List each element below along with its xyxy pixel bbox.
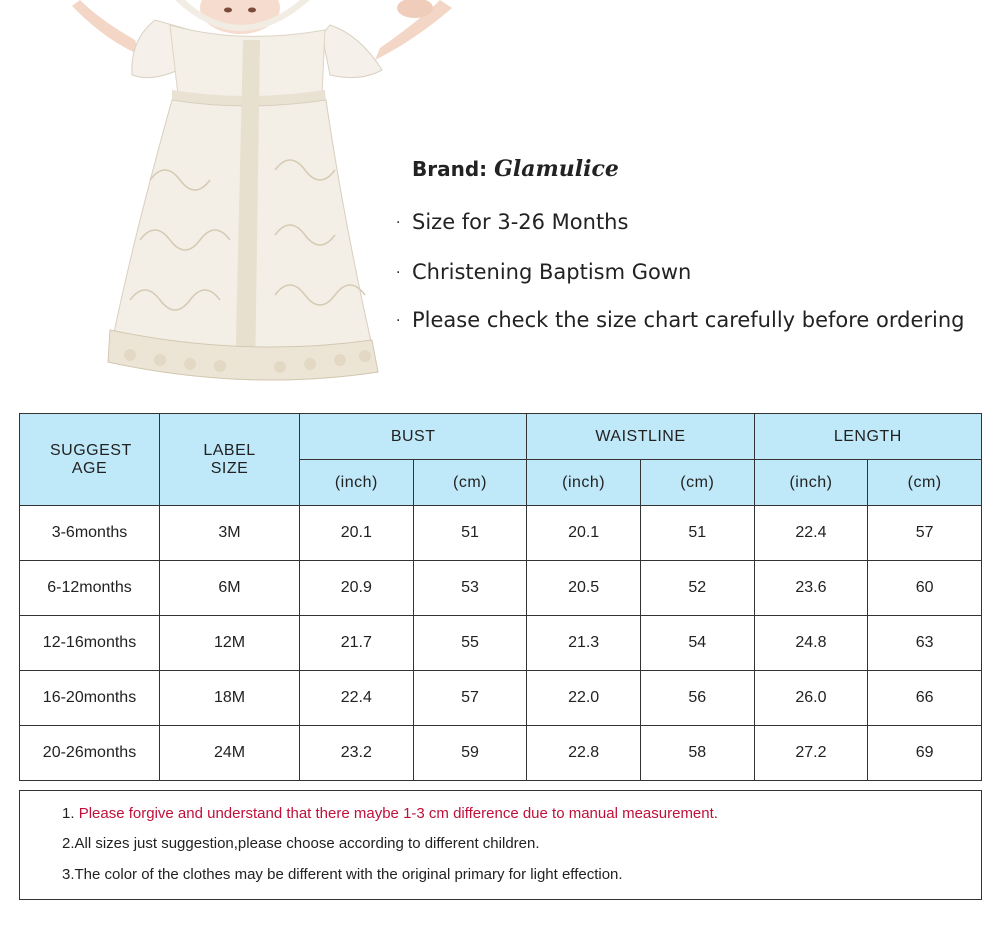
cell-length-inch: 23.6 xyxy=(754,561,868,616)
header-waistline: WAISTLINE xyxy=(527,414,754,460)
note-measurement-difference xyxy=(62,805,718,822)
cell-label-size: 18M xyxy=(160,671,300,726)
cell-label-size: 24M xyxy=(160,726,300,781)
cell-bust-inch: 20.9 xyxy=(300,561,414,616)
bullet-text: Size for 3-26 Months xyxy=(412,210,629,234)
bullet-dot: · xyxy=(396,215,401,231)
cell-length-inch: 26.0 xyxy=(754,671,868,726)
bullet-dot: · xyxy=(396,313,401,329)
cell-waist-inch: 20.5 xyxy=(527,561,641,616)
note-color-difference: 3.The color of the clothes may be different with the original primary for light effection. xyxy=(62,866,623,883)
size-chart-table xyxy=(19,413,982,781)
bullet-gown-type xyxy=(396,260,691,284)
cell-age: 3-6months xyxy=(20,506,160,561)
cell-waist-cm: 54 xyxy=(640,616,754,671)
unit-length-inch: (inch) xyxy=(754,460,868,506)
bullet-text: Christening Baptism Gown xyxy=(412,260,692,284)
table-header-row xyxy=(20,414,982,460)
header-label-size: LABEL SIZE xyxy=(160,414,300,506)
brand-label: Brand: xyxy=(412,157,488,181)
bullet-size-chart-notice xyxy=(396,308,965,332)
cell-bust-inch: 23.2 xyxy=(300,726,414,781)
bullet-size-range xyxy=(396,210,628,234)
cell-waist-inch: 20.1 xyxy=(527,506,641,561)
header-bust: BUST xyxy=(300,414,527,460)
unit-waist-inch: (inch) xyxy=(527,460,641,506)
table-row xyxy=(20,671,982,726)
unit-bust-cm: (cm) xyxy=(413,460,527,506)
bullet-text: Please check the size chart carefully before ordering xyxy=(412,308,965,332)
cell-bust-cm: 51 xyxy=(413,506,527,561)
cell-age: 6-12months xyxy=(20,561,160,616)
cell-bust-cm: 57 xyxy=(413,671,527,726)
cell-length-inch: 22.4 xyxy=(754,506,868,561)
cell-length-cm: 60 xyxy=(868,561,982,616)
cell-bust-inch: 20.1 xyxy=(300,506,414,561)
cell-waist-cm: 58 xyxy=(640,726,754,781)
table-row xyxy=(20,561,982,616)
cell-waist-inch: 22.8 xyxy=(527,726,641,781)
cell-length-cm: 66 xyxy=(868,671,982,726)
header-suggest-age: SUGGEST AGE xyxy=(20,414,160,506)
cell-bust-inch: 22.4 xyxy=(300,671,414,726)
table-row xyxy=(20,616,982,671)
cell-bust-inch: 21.7 xyxy=(300,616,414,671)
note-size-suggestion: 2.All sizes just suggestion,please choose according to different children. xyxy=(62,835,540,852)
cell-bust-cm: 55 xyxy=(413,616,527,671)
note-number: 1. xyxy=(62,805,75,822)
notes-box xyxy=(19,790,982,900)
brand-name: Glamulice xyxy=(494,156,619,182)
product-photo xyxy=(60,0,460,395)
cell-length-inch: 24.8 xyxy=(754,616,868,671)
cell-waist-inch: 22.0 xyxy=(527,671,641,726)
cell-length-cm: 63 xyxy=(868,616,982,671)
cell-waist-cm: 51 xyxy=(640,506,754,561)
note-text: Please forgive and understand that there maybe 1-3 cm difference due to manual measurement. xyxy=(78,805,718,822)
unit-length-cm: (cm) xyxy=(868,460,982,506)
cell-length-cm: 69 xyxy=(868,726,982,781)
cell-length-inch: 27.2 xyxy=(754,726,868,781)
cell-length-cm: 57 xyxy=(868,506,982,561)
cell-age: 12-16months xyxy=(20,616,160,671)
cell-waist-cm: 56 xyxy=(640,671,754,726)
table-row xyxy=(20,506,982,561)
cell-label-size: 6M xyxy=(160,561,300,616)
unit-bust-inch: (inch) xyxy=(300,460,414,506)
cell-waist-inch: 21.3 xyxy=(527,616,641,671)
bullet-dot: · xyxy=(396,265,401,281)
header-length: LENGTH xyxy=(754,414,981,460)
cell-bust-cm: 59 xyxy=(413,726,527,781)
cell-age: 16-20months xyxy=(20,671,160,726)
table-row xyxy=(20,726,982,781)
cell-waist-cm: 52 xyxy=(640,561,754,616)
cell-bust-cm: 53 xyxy=(413,561,527,616)
brand-line xyxy=(412,156,619,182)
cell-age: 20-26months xyxy=(20,726,160,781)
unit-waist-cm: (cm) xyxy=(640,460,754,506)
cell-label-size: 3M xyxy=(160,506,300,561)
cell-label-size: 12M xyxy=(160,616,300,671)
